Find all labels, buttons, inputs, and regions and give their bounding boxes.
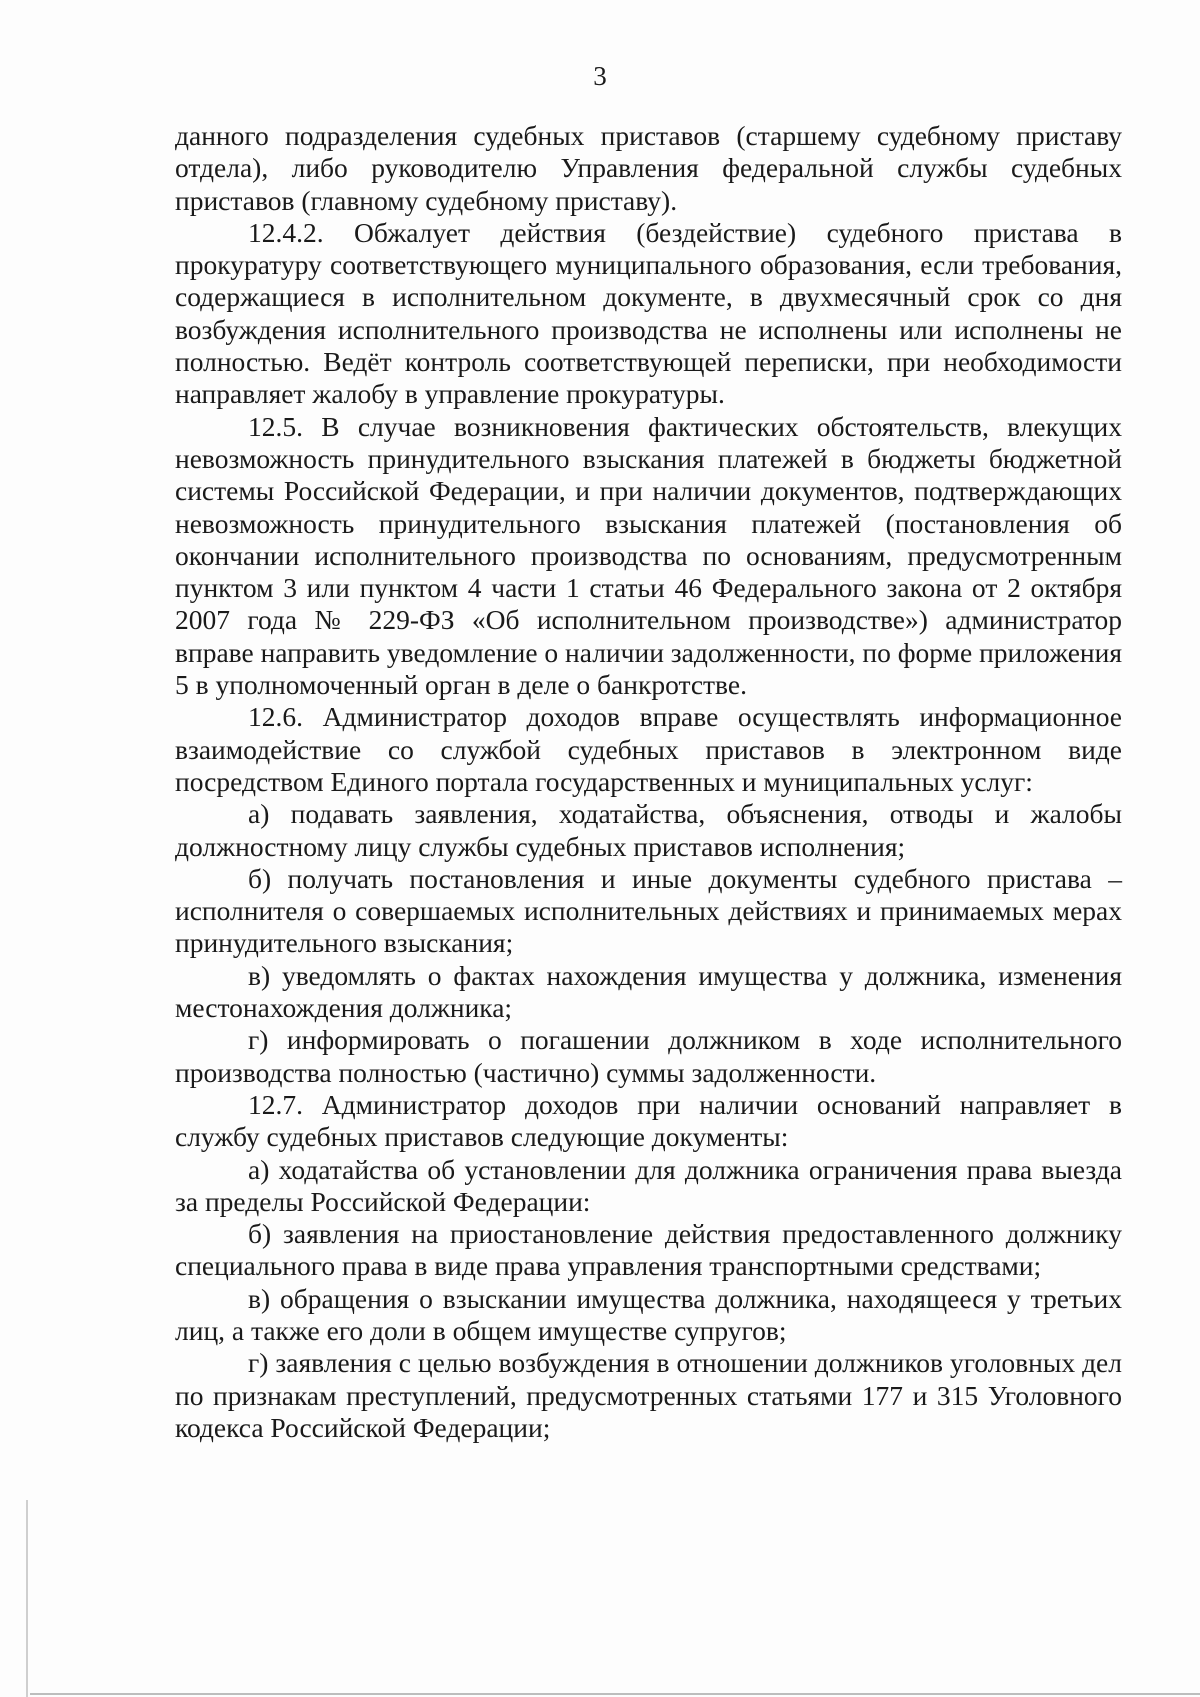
page-number: 3 [593,61,607,91]
list-item-12-6-a: а) подавать заявления, ходатайства, объяснения, отводы и жалобы должностному лицу службы судебных приставов исполнения; [175,798,1122,862]
scan-edge-line [26,1500,28,1697]
list-item-12-7-g: г) заявления с целью возбуждения в отношении должников уголовных дел по признакам преступлений, предусмотренных статьями 177 и 315 Уголовного кодекса Российской Федерации; [175,1347,1122,1443]
paragraph-12-4-2: 12.4.2. Обжалует действия (бездействие) судебного пристава в прокуратуру соответствующего муниципального образования, если требования, содержащиеся в исполнительном документе, в двухмесячный срок со дня возбуждения исполнительного производства не исполнены или исполнены не полностью. Ведёт контроль соответствующей переписки, при необходимости направляет жалобу в управление прокуратуры. [175,216,1122,410]
paragraph-12-7: 12.7. Администратор доходов при наличии оснований направляет в службу судебных приставов следующие документы: [175,1088,1122,1153]
scan-bottom-line [30,1693,1200,1695]
paragraph-continuation: данного подразделения судебных приставов (старшему судебному приставу отдела), либо руководителю Управления федеральной службы судебных приставов (главному судебному приставу). [175,120,1122,216]
paragraph-12-6: 12.6. Администратор доходов вправе осуществлять информационное взаимодействие со службой судебных приставов в электронном виде посредством Единого портала государственных и муниципальных услуг: [175,701,1122,797]
list-item-12-7-b: б) заявления на приостановление действия предоставленного должнику специального права в виде права управления транспортными средствами; [175,1218,1122,1282]
list-item-12-6-g: г) информировать о погашении должником в ходе исполнительного производства полностью (частично) суммы задолженности. [175,1024,1122,1088]
list-item-12-6-v: в) уведомлять о фактах нахождения имущества у должника, изменения местонахождения должника; [175,959,1122,1024]
list-item-12-7-v: в) обращения о взыскании имущества должника, находящееся у третьих лиц, а также его доли в общем имуществе супругов; [175,1282,1122,1346]
document-body [175,120,1122,1444]
paragraph-12-5: 12.5. В случае возникновения фактических обстоятельств, влекущих невозможность принудительного взыскания платежей в бюджеты бюджетной системы Российской Федерации, и при наличии документов, подтверждающих невозможность принудительного взыскания платежей (постановления об окончании исполнительного производства по основаниям, предусмотренным пунктом 3 или пунктом 4 части 1 статьи 46 Федерального закона от 2 октября 2007 года № 229-ФЗ «Об исполнительном производстве») администратор вправе направить уведомление о наличии задолженности, по форме приложения 5 в уполномоченный орган в деле о банкротстве. [175,410,1122,701]
list-item-12-7-a: а) ходатайства об установлении для должника ограничения права выезда за пределы Российской Федерации: [175,1153,1122,1217]
list-item-12-6-b: б) получать постановления и иные документы судебного пристава – исполнителя о совершаемых исполнительных действиях и принимаемых мерах принудительного взыскания; [175,862,1122,959]
